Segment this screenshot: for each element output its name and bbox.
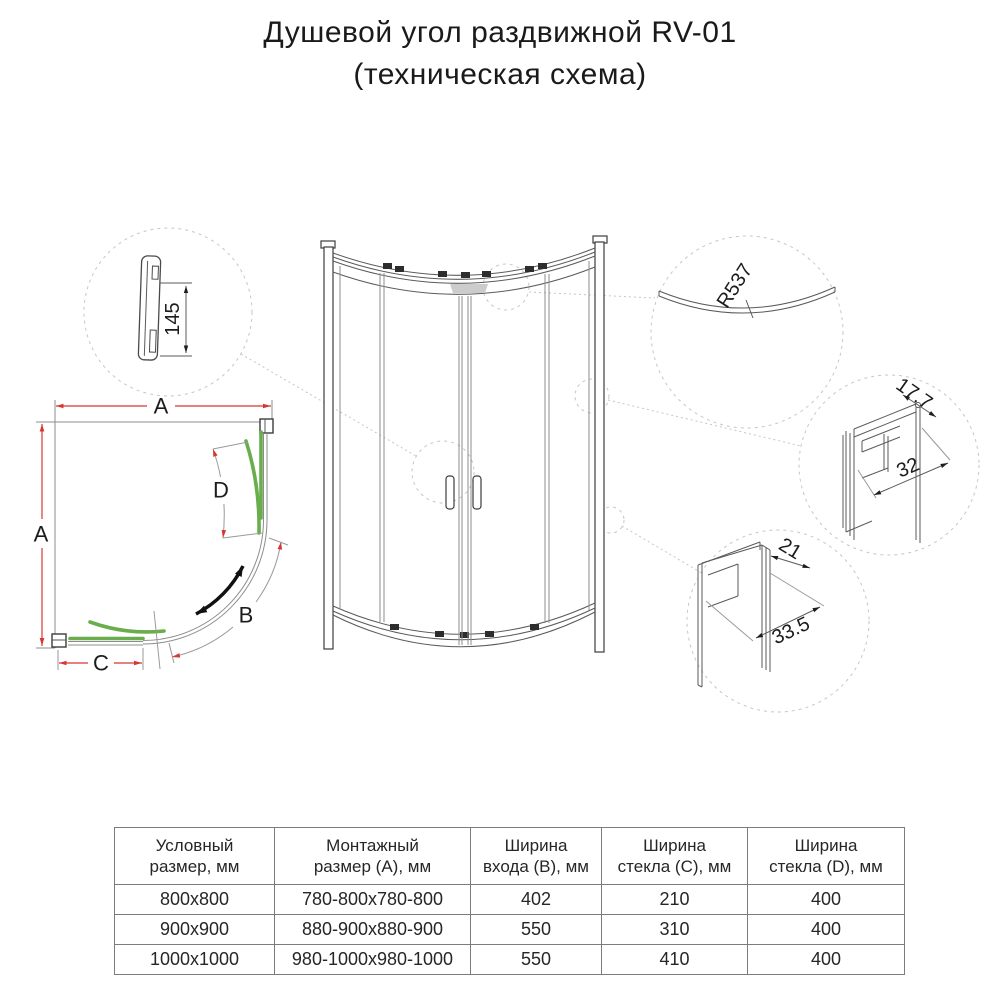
roller bbox=[435, 631, 444, 637]
front-view bbox=[321, 236, 607, 652]
roller bbox=[461, 272, 470, 278]
col-header-mounting-size: Монтажный размер (А), мм bbox=[275, 828, 471, 885]
dimension-d bbox=[208, 442, 262, 538]
roller bbox=[390, 624, 399, 630]
dim-label-a-top: A bbox=[153, 393, 169, 419]
roller bbox=[438, 271, 447, 277]
plan-view bbox=[30, 394, 288, 676]
col-header-nominal-size: Условный размер, мм bbox=[115, 828, 275, 885]
detail-wall-profile bbox=[687, 530, 869, 712]
dimension-a-left bbox=[30, 424, 54, 646]
dim-arc-radius: R537 bbox=[712, 259, 758, 313]
dimension-c bbox=[58, 648, 143, 676]
left-post bbox=[324, 247, 333, 649]
detail-circle bbox=[687, 530, 869, 712]
dim-top-profile-depth: 17.7 bbox=[891, 373, 937, 415]
detail-top-profile bbox=[799, 374, 979, 555]
bottom-rail bbox=[333, 603, 595, 647]
dimension-a-top bbox=[56, 394, 271, 419]
table-row: 1000x1000 980-1000x980-1000 550 410 400 bbox=[115, 945, 905, 975]
right-post bbox=[595, 242, 604, 652]
col-header-glass-d-width: Ширина стекла (D), мм bbox=[748, 828, 905, 885]
callout-circle-top-rail bbox=[483, 264, 529, 310]
detail-handle bbox=[84, 228, 252, 396]
dim-wall-profile-depth: 33.5 bbox=[768, 612, 814, 650]
glass-panels bbox=[70, 432, 261, 639]
table-header-row bbox=[115, 828, 905, 885]
track bbox=[68, 433, 267, 645]
dim-label-c: C bbox=[93, 650, 109, 676]
dim-top-profile-width: 32 bbox=[893, 453, 923, 483]
page-title-line2: (техническая схема) bbox=[353, 58, 647, 91]
table-row: 900x900 880-900x880-900 550 310 400 bbox=[115, 915, 905, 945]
detail-arc-radius bbox=[651, 236, 843, 428]
top-center-bracket bbox=[450, 284, 488, 293]
roller bbox=[525, 266, 534, 272]
roller bbox=[383, 263, 392, 269]
table-row: 800x800 780-800x780-800 402 210 400 bbox=[115, 885, 905, 915]
right-door-handle bbox=[473, 476, 481, 509]
callout-circle-handle bbox=[412, 441, 474, 503]
top-rail bbox=[333, 248, 595, 294]
col-header-glass-c-width: Ширина стекла (C), мм bbox=[602, 828, 748, 885]
slide-direction-arrow bbox=[196, 566, 243, 614]
glass-dividers bbox=[340, 261, 589, 645]
roller bbox=[395, 266, 404, 272]
roller bbox=[482, 271, 491, 277]
dim-label-a-left: A bbox=[33, 521, 49, 547]
detail-circle bbox=[651, 236, 843, 428]
dim-label-b: B bbox=[238, 602, 254, 628]
roller bbox=[530, 624, 539, 630]
sliding-door-bottom bbox=[90, 622, 164, 632]
sliding-door-right bbox=[246, 441, 259, 533]
dim-wall-profile-width: 21 bbox=[774, 533, 806, 565]
size-table bbox=[114, 827, 905, 975]
dim-label-d: D bbox=[213, 477, 229, 503]
dimension-b bbox=[154, 538, 288, 669]
left-door-handle bbox=[446, 476, 454, 509]
col-header-entry-width: Ширина входа (B), мм bbox=[471, 828, 602, 885]
detail-circle bbox=[799, 375, 979, 555]
roller bbox=[538, 263, 547, 269]
page-title-line1: Душевой угол раздвижной RV-01 bbox=[263, 16, 737, 49]
dim-handle-height: 145 bbox=[162, 302, 184, 336]
roller bbox=[485, 631, 494, 637]
